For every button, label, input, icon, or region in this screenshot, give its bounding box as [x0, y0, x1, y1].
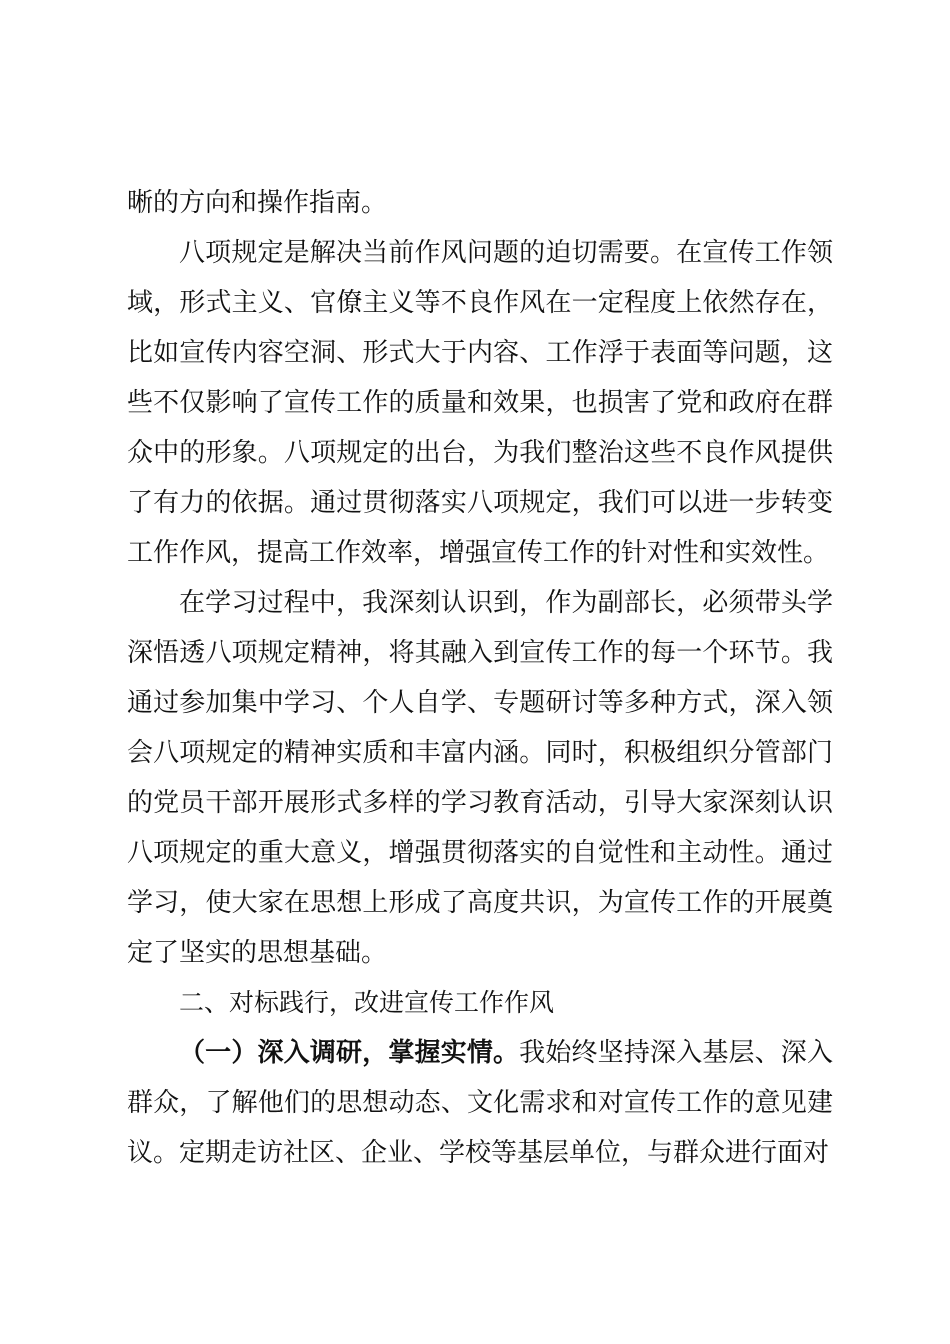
document-body: [127, 178, 833, 1178]
paragraph-learning-process: 在学习过程中，我深刻认识到，作为副部长，必须带头学深悟透八项规定精神，将其融入到宣传工作的每一个环节。我通过参加集中学习、个人自学、专题研讨等多种方式，深入领会八项规定的精神实质和丰富内涵。同时，积极组织分管部门的党员干部开展形式多样的学习教育活动，引导大家深刻认识八项规定的重大意义，增强贯彻落实的自觉性和主动性。通过学习，使大家在思想上形成了高度共识，为宣传工作的开展奠定了坚实的思想基础。: [127, 588, 833, 968]
subsection-heading: （一）深入调研，掌握实情。: [179, 1038, 520, 1068]
paragraph-continuation: 晰的方向和操作指南。: [127, 188, 388, 218]
subsection-paragraph: [127, 1028, 833, 1178]
section-heading: 二、对标践行，改进宣传工作作风: [179, 988, 555, 1017]
paragraph-eight-rules-need: 八项规定是解决当前作风问题的迫切需要。在宣传工作领域，形式主义、官僚主义等不良作风在一定程度上依然存在，比如宣传内容空洞、形式大于内容、工作浮于表面等问题，这些不仅影响了宣传工作的质量和效果，也损害了党和政府在群众中的形象。八项规定的出台，为我们整治这些不良作风提供了有力的依据。通过贯彻落实八项规定，我们可以进一步转变工作作风，提高工作效率，增强宣传工作的针对性和实效性。: [127, 238, 833, 568]
subsection-body: 我始终坚持深入基层、深入群众，了解他们的思想动态、文化需求和对宣传工作的意见建议。定期走访社区、企业、学校等基层单位，与群众进行面对: [127, 1038, 833, 1168]
